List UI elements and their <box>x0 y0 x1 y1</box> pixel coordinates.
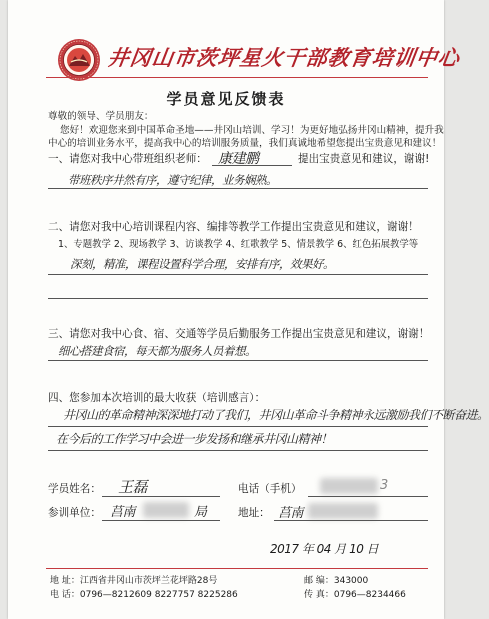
answer-line <box>48 360 428 361</box>
redacted-phone <box>320 478 378 494</box>
footer-address-label: 地 址： <box>50 576 80 586</box>
footer-zip-label: 邮 编： <box>304 576 334 586</box>
fill-date: 2017 年 04 月 10 日 <box>270 542 379 556</box>
question-4-answer-line-2: 在今后的工作学习中会进一步发扬和继承井冈山精神！ <box>56 432 333 446</box>
question-2-text: 二、请您对我中心培训课程内容、编排等教学工作提出宝贵意见和建议，谢谢！ <box>48 221 419 233</box>
redacted-address <box>308 503 378 519</box>
unit-value: 莒南 <box>110 505 136 520</box>
question-1-answer: 带班秩序井然有序，遵守纪律，业务娴熟。 <box>68 173 277 187</box>
question-2-options: 1、专题教学 2、现场教学 3、访谈教学 4、红歌教学 5、情景教学 6、红色拓展教学等 <box>58 239 419 250</box>
unit-tail: 局 <box>194 505 207 520</box>
footer-fax-label: 传 真： <box>304 590 334 600</box>
question-1-suffix: 提出宝贵意见和建议，谢谢! <box>298 153 430 165</box>
footer-phone: 0796—8212609 8227757 8225286 <box>79 590 238 600</box>
address-label: 地址： <box>238 507 270 519</box>
question-4-answer-line-1: 井冈山的革命精神深深地打动了我们，井冈山革命斗争精神永远激励我们不断奋进。 <box>63 408 489 422</box>
intro-line-2: 中心的培训业务水平，提高我中心的培训服务质量，我们真诚地希望您提出宝贵意见和建议！ <box>48 138 442 149</box>
footer-zip: 343000 <box>333 576 369 586</box>
header-divider <box>46 77 428 78</box>
answer-line <box>48 188 428 189</box>
feedback-form-sheet <box>8 0 489 619</box>
organization-seal-logo <box>57 38 101 82</box>
phone-suffix: 3 <box>380 478 388 493</box>
question-2-answer: 深刻，精准，课程设置科学合理，安排有序，效果好。 <box>70 257 334 271</box>
name-label: 学员姓名： <box>48 483 101 495</box>
footer-fax: 0796—8234466 <box>333 590 406 600</box>
footer-address: 江西省井冈山市茨坪兰花坪路28号 <box>79 576 218 586</box>
brand-name: 井冈山市茨坪星火干部教育培训中心 <box>106 45 462 70</box>
greeting: 尊敬的领导、学员朋友： <box>48 111 154 122</box>
redacted-unit <box>143 502 189 518</box>
question-1-prefix: 一、请您对我中心带班组织老师： <box>48 153 207 165</box>
answer-line <box>48 298 428 299</box>
question-1-teacher-name: 康建鹏 <box>218 151 259 167</box>
unit-underline <box>102 520 220 521</box>
answer-line <box>48 274 428 275</box>
page-title: 学员意见反馈表 <box>166 90 286 108</box>
unit-label: 参训单位： <box>48 507 101 519</box>
answer-line <box>48 426 428 427</box>
footer-divider <box>46 568 428 569</box>
address-value: 莒南 <box>278 506 304 521</box>
footer-phone-label: 电 话： <box>50 590 80 600</box>
phone-label: 电话（手机） <box>238 483 302 495</box>
name-value: 王磊 <box>118 478 148 496</box>
teacher-name-underline <box>212 165 292 166</box>
answer-line <box>48 450 428 451</box>
intro-line-1: 您好！欢迎您来到中国革命圣地——井冈山培训、学习！为更好地弘扬井冈山精神，提升我 <box>60 125 444 136</box>
name-underline <box>102 496 220 497</box>
phone-underline <box>308 496 428 497</box>
question-3-answer: 细心搭建食宿，每天都为服务人员着想。 <box>58 344 256 358</box>
address-underline <box>274 520 428 521</box>
question-3-text: 三、请您对我中心食、宿、交通等学员后勤服务工作提出宝贵意见和建议，谢谢！ <box>48 328 430 340</box>
question-4-text: 四、您参加本次培训的最大收获（培训感言）： <box>48 392 266 404</box>
